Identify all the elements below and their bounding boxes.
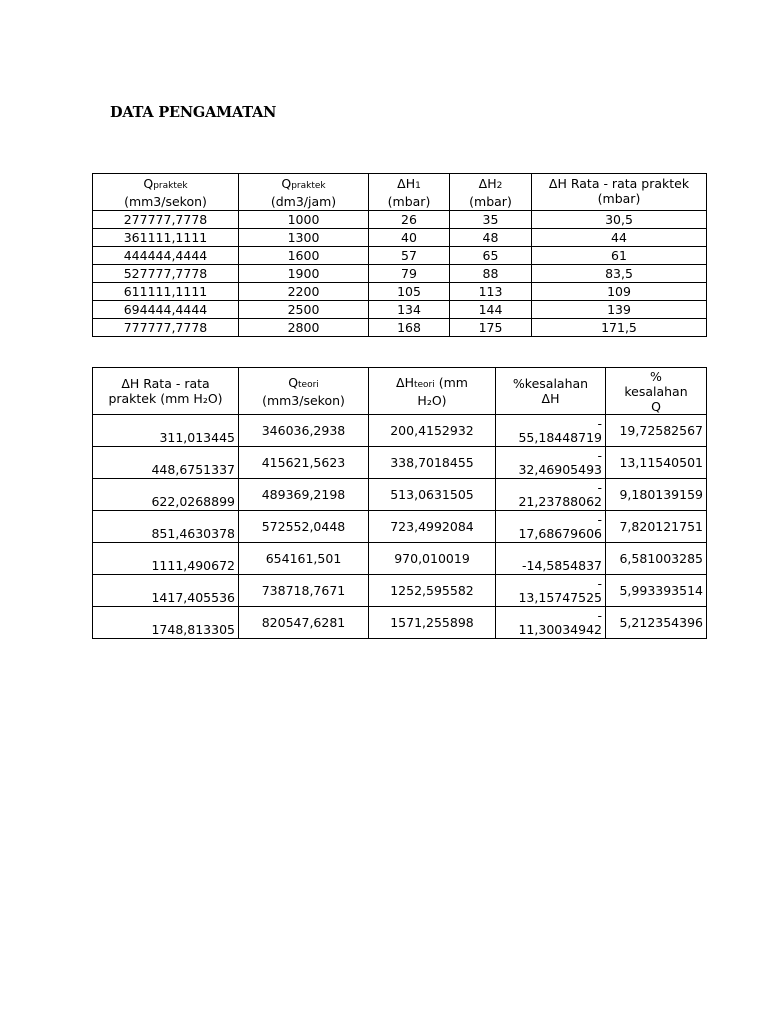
header-subscript: 1 bbox=[415, 181, 421, 191]
table-cell: 489369,2198 bbox=[239, 479, 369, 511]
header-text: ΔH bbox=[478, 176, 497, 191]
table-cell: 415621,5623 bbox=[239, 447, 369, 479]
table-cell: 61 bbox=[532, 247, 707, 265]
header-q-praktek-mm3 bbox=[93, 174, 239, 211]
table-row bbox=[93, 247, 707, 265]
table-cell: 338,7018455 bbox=[369, 447, 496, 479]
header-delta-h-avg bbox=[532, 174, 707, 211]
table-cell: 970,010019 bbox=[369, 543, 496, 575]
table-cell: 1748,813305 bbox=[93, 607, 239, 639]
table-cell: 9,180139159 bbox=[606, 479, 707, 511]
table-row bbox=[93, 543, 707, 575]
table-cell: 820547,6281 bbox=[239, 607, 369, 639]
table-cell: 777777,7778 bbox=[93, 319, 239, 337]
header-text: Q bbox=[288, 374, 299, 390]
header-delta-h2 bbox=[450, 174, 532, 211]
table-cell: - 55,18448719 bbox=[496, 415, 606, 447]
table-cell: 44 bbox=[532, 229, 707, 247]
table-row bbox=[93, 511, 707, 543]
table-cell: 1252,595582 bbox=[369, 575, 496, 607]
table-cell: 48 bbox=[450, 229, 532, 247]
table-cell: 30,5 bbox=[532, 211, 707, 229]
table-cell: 723,4992084 bbox=[369, 511, 496, 543]
header-subscript: praktek bbox=[153, 181, 188, 191]
table-row bbox=[93, 265, 707, 283]
table-cell: 1417,405536 bbox=[93, 575, 239, 607]
table-cell: 171,5 bbox=[532, 319, 707, 337]
table-row bbox=[93, 479, 707, 511]
table-cell: 1111,490672 bbox=[93, 543, 239, 575]
header-unit: (dm3/jam) bbox=[270, 194, 337, 209]
table-cell: 277777,7778 bbox=[93, 211, 239, 229]
table-cell: 19,72582567 bbox=[606, 415, 707, 447]
table-cell: 1900 bbox=[239, 265, 369, 283]
observation-table-1 bbox=[92, 173, 707, 337]
header-text: Q bbox=[281, 176, 292, 191]
header-text: ΔH bbox=[396, 374, 414, 390]
table-row bbox=[93, 447, 707, 479]
table-cell: 448,6751337 bbox=[93, 447, 239, 479]
table-cell: 6,581003285 bbox=[606, 543, 707, 575]
header-subscript: teori bbox=[298, 379, 319, 390]
table-cell: - 17,68679606 bbox=[496, 511, 606, 543]
table-row bbox=[93, 229, 707, 247]
table-cell: 105 bbox=[369, 283, 450, 301]
header-delta-h1 bbox=[369, 174, 450, 211]
table-cell: 1571,255898 bbox=[369, 607, 496, 639]
table-cell: 2200 bbox=[239, 283, 369, 301]
table-cell: 65 bbox=[450, 247, 532, 265]
table-header-row bbox=[93, 174, 707, 211]
table-cell: 572552,0448 bbox=[239, 511, 369, 543]
table-cell: 346036,2938 bbox=[239, 415, 369, 447]
document-title: DATA PENGAMATAN bbox=[110, 104, 277, 121]
header-kesalahan-q: % kesalahan Q bbox=[606, 368, 707, 415]
header-subscript: praktek bbox=[291, 181, 326, 191]
table-row bbox=[93, 211, 707, 229]
table-cell: 113 bbox=[450, 283, 532, 301]
header-subscript: teori bbox=[413, 379, 435, 390]
table-cell: 513,0631505 bbox=[369, 479, 496, 511]
table-cell: 851,4630378 bbox=[93, 511, 239, 543]
header-q-teori bbox=[239, 368, 369, 415]
table-cell: 444444,4444 bbox=[93, 247, 239, 265]
table-cell: 311,013445 bbox=[93, 415, 239, 447]
table-cell: - 32,46905493 bbox=[496, 447, 606, 479]
header-unit: (mm3/sekon) bbox=[262, 392, 345, 408]
table-cell: 7,820121751 bbox=[606, 511, 707, 543]
table-cell: 5,212354396 bbox=[606, 607, 707, 639]
table-cell: 35 bbox=[450, 211, 532, 229]
table-cell: 1000 bbox=[239, 211, 369, 229]
header-unit: (mm3/sekon) bbox=[124, 194, 207, 209]
table-cell: - 11,30034942 bbox=[496, 607, 606, 639]
header-unit: (mbar) bbox=[597, 191, 641, 206]
table-cell: 83,5 bbox=[532, 265, 707, 283]
table-cell: 168 bbox=[369, 319, 450, 337]
table-cell: 144 bbox=[450, 301, 532, 319]
header-q-praktek-dm3 bbox=[239, 174, 369, 211]
table-cell: 13,11540501 bbox=[606, 447, 707, 479]
table-cell: 738718,7671 bbox=[239, 575, 369, 607]
table-cell: 2500 bbox=[239, 301, 369, 319]
table-cell: 527777,7778 bbox=[93, 265, 239, 283]
header-delta-h-teori bbox=[369, 368, 496, 415]
header-unit: (mbar) bbox=[469, 194, 512, 209]
table-cell: 175 bbox=[450, 319, 532, 337]
table-cell: 654161,501 bbox=[239, 543, 369, 575]
table-cell: 1600 bbox=[239, 247, 369, 265]
table-row bbox=[93, 575, 707, 607]
table-cell: 26 bbox=[369, 211, 450, 229]
observation-table-2 bbox=[92, 367, 707, 639]
table-cell: 611111,1111 bbox=[93, 283, 239, 301]
table-cell: 200,4152932 bbox=[369, 415, 496, 447]
table-cell: 139 bbox=[532, 301, 707, 319]
table-cell: 694444,4444 bbox=[93, 301, 239, 319]
header-delta-h-avg-mmh2o: ΔH Rata - rata praktek (mm H₂O) bbox=[93, 368, 239, 415]
table-cell: 40 bbox=[369, 229, 450, 247]
table-cell: 622,0268899 bbox=[93, 479, 239, 511]
header-text: (mm bbox=[434, 374, 468, 390]
header-unit: H₂O) bbox=[417, 392, 447, 408]
table-cell: 134 bbox=[369, 301, 450, 319]
header-subscript: 2 bbox=[496, 181, 503, 191]
table-cell: - 21,23788062 bbox=[496, 479, 606, 511]
header-kesalahan-h: %kesalahan ΔH bbox=[496, 368, 606, 415]
table-cell: 57 bbox=[369, 247, 450, 265]
table-cell: 88 bbox=[450, 265, 532, 283]
table-cell: -14,5854837 bbox=[496, 543, 606, 575]
table-cell: 2800 bbox=[239, 319, 369, 337]
table-cell: 109 bbox=[532, 283, 707, 301]
header-text: ΔH bbox=[397, 176, 416, 191]
table-cell: 1300 bbox=[239, 229, 369, 247]
table-cell: - 13,15747525 bbox=[496, 575, 606, 607]
table-header-row bbox=[93, 368, 707, 415]
header-unit: (mbar) bbox=[387, 194, 431, 209]
table-row bbox=[93, 607, 707, 639]
table-cell: 79 bbox=[369, 265, 450, 283]
header-text: ΔH Rata - rata praktek bbox=[548, 176, 690, 191]
table-row bbox=[93, 319, 707, 337]
table-row bbox=[93, 283, 707, 301]
table-row bbox=[93, 301, 707, 319]
table-row bbox=[93, 415, 707, 447]
table-cell: 5,993393514 bbox=[606, 575, 707, 607]
table-cell: 361111,1111 bbox=[93, 229, 239, 247]
header-text: Q bbox=[143, 176, 154, 191]
